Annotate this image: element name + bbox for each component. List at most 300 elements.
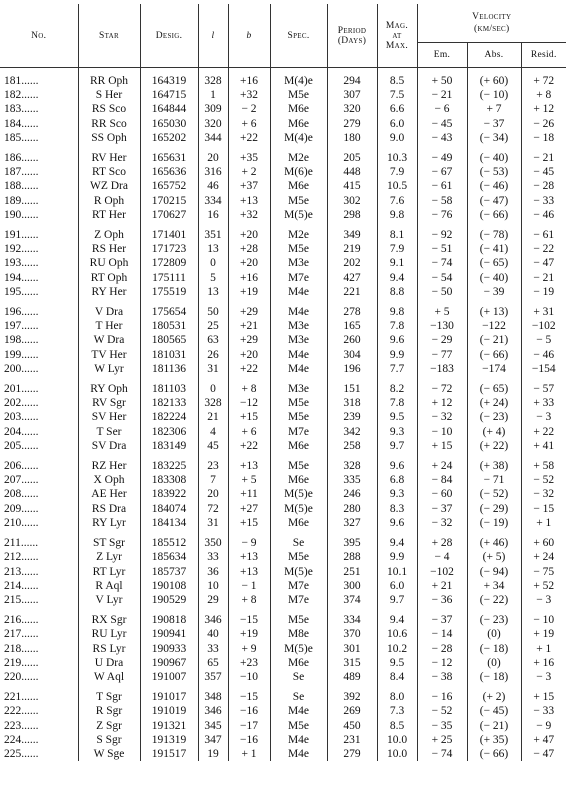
cell-desig: 183225 <box>140 453 198 473</box>
cell-abs: (− 65) <box>467 256 521 270</box>
cell-abs: (0) <box>467 627 521 641</box>
cell-abs: (− 34) <box>467 131 521 145</box>
table-row <box>0 333 566 347</box>
cell-period: 300 <box>327 579 377 593</box>
table-row <box>0 208 566 222</box>
cell-spec: M7e <box>270 593 327 607</box>
cell-star: RV Sgr <box>78 396 140 410</box>
cell-no: 183...... <box>4 103 39 116</box>
cell-b: −10 <box>228 670 270 684</box>
header-b-text: b <box>246 30 252 41</box>
cell-em: − 29 <box>417 333 467 347</box>
cell-desig: 190941 <box>140 627 198 641</box>
cell-l: 23 <box>198 453 228 473</box>
cell-desig: 171401 <box>140 222 198 242</box>
cell-resid: + 60 <box>521 530 566 550</box>
cell-star: RV Her <box>78 145 140 165</box>
table-row <box>0 179 566 193</box>
cell-spec: M6e <box>270 439 327 453</box>
cell-abs: −122 <box>467 319 521 333</box>
cell-resid: − 46 <box>521 208 566 222</box>
header-mag-line2: at <box>392 30 402 41</box>
cell-star: RT Her <box>78 208 140 222</box>
cell-no: 191...... <box>4 229 39 242</box>
cell-abs: (− 40) <box>467 271 521 285</box>
cell-desig: 182306 <box>140 425 198 439</box>
cell-abs: (− 78) <box>467 222 521 242</box>
cell-star: RT Lyr <box>78 565 140 579</box>
cell-b: +15 <box>228 410 270 424</box>
cell-mag: 10.0 <box>377 747 417 761</box>
cell-em: − 12 <box>417 656 467 670</box>
header-mag <box>377 4 417 68</box>
cell-abs: (+ 24) <box>467 396 521 410</box>
cell-star: RY Oph <box>78 376 140 396</box>
cell-period: 304 <box>327 348 377 362</box>
cell-star: RT Oph <box>78 271 140 285</box>
cell-period: 298 <box>327 208 377 222</box>
cell-desig: 175519 <box>140 285 198 299</box>
cell-abs: (− 66) <box>467 747 521 761</box>
cell-star: Z Sgr <box>78 719 140 733</box>
cell-desig: 190529 <box>140 593 198 607</box>
cell-l: 20 <box>198 145 228 165</box>
cell-mag: 9.7 <box>377 593 417 607</box>
cell-em: −130 <box>417 319 467 333</box>
cell-spec: M8e <box>270 627 327 641</box>
cell-mag: 7.8 <box>377 396 417 410</box>
table-row <box>0 516 566 530</box>
cell-spec: M(5)e <box>270 487 327 501</box>
cell-spec: M5e <box>270 410 327 424</box>
cell-l: 328 <box>198 68 228 89</box>
cell-abs: (+ 35) <box>467 733 521 747</box>
cell-l: 1 <box>198 88 228 102</box>
cell-desig: 170215 <box>140 194 198 208</box>
cell-b: +13 <box>228 194 270 208</box>
cell-abs: − 37 <box>467 117 521 131</box>
cell-desig: 181136 <box>140 362 198 376</box>
table-header <box>0 4 566 68</box>
cell-em: − 10 <box>417 425 467 439</box>
cell-resid: − 57 <box>521 376 566 396</box>
cell-desig: 185634 <box>140 550 198 564</box>
cell-l: 0 <box>198 376 228 396</box>
cell-desig: 190967 <box>140 656 198 670</box>
cell-star: W Dra <box>78 333 140 347</box>
cell-abs: + 34 <box>467 579 521 593</box>
cell-star: T Sgr <box>78 684 140 704</box>
cell-abs: (− 94) <box>467 565 521 579</box>
cell-star: R Oph <box>78 194 140 208</box>
cell-em: − 67 <box>417 165 467 179</box>
cell-resid: − 22 <box>521 242 566 256</box>
cell-period: 370 <box>327 627 377 641</box>
cell-star: R Aql <box>78 579 140 593</box>
cell-em: − 35 <box>417 719 467 733</box>
cell-l: 25 <box>198 319 228 333</box>
table-row <box>0 656 566 670</box>
cell-l: 344 <box>198 131 228 145</box>
cell-period: 278 <box>327 299 377 319</box>
cell-star: RT Sco <box>78 165 140 179</box>
cell-l: 33 <box>198 642 228 656</box>
cell-resid: − 3 <box>521 670 566 684</box>
cell-spec: Se <box>270 670 327 684</box>
cell-period: 269 <box>327 704 377 718</box>
cell-no: 187...... <box>4 166 39 179</box>
cell-spec: M7e <box>270 425 327 439</box>
cell-star: WZ Dra <box>78 179 140 193</box>
cell-no: 189...... <box>4 194 39 207</box>
cell-resid: + 47 <box>521 733 566 747</box>
cell-abs: (0) <box>467 656 521 670</box>
cell-em: − 54 <box>417 271 467 285</box>
cell-b: +37 <box>228 179 270 193</box>
cell-desig: 170627 <box>140 208 198 222</box>
table-row <box>0 319 566 333</box>
cell-period: 392 <box>327 684 377 704</box>
cell-resid: + 31 <box>521 299 566 319</box>
cell-desig: 190933 <box>140 642 198 656</box>
cell-l: 347 <box>198 733 228 747</box>
cell-desig: 190108 <box>140 579 198 593</box>
cell-period: 165 <box>327 319 377 333</box>
cell-resid: − 21 <box>521 271 566 285</box>
cell-mag: 6.8 <box>377 473 417 487</box>
cell-b: +29 <box>228 299 270 319</box>
cell-b: +13 <box>228 550 270 564</box>
cell-resid: −154 <box>521 362 566 376</box>
header-l <box>198 4 228 68</box>
cell-star: S Sgr <box>78 733 140 747</box>
cell-mag: 9.3 <box>377 425 417 439</box>
cell-mag: 6.6 <box>377 102 417 116</box>
header-resid: Resid. <box>521 43 566 68</box>
cell-mag: 10.5 <box>377 179 417 193</box>
cell-em: − 50 <box>417 285 467 299</box>
cell-period: 415 <box>327 179 377 193</box>
cell-desig: 191017 <box>140 684 198 704</box>
cell-mag: 7.9 <box>377 165 417 179</box>
cell-spec: M(6)e <box>270 165 327 179</box>
cell-spec: M6e <box>270 473 327 487</box>
cell-b: +32 <box>228 208 270 222</box>
header-desig: Desig. <box>140 4 198 68</box>
cell-mag: 7.6 <box>377 194 417 208</box>
cell-star: SS Oph <box>78 131 140 145</box>
cell-mag: 9.4 <box>377 271 417 285</box>
cell-resid: + 8 <box>521 88 566 102</box>
cell-abs: (− 10) <box>467 88 521 102</box>
cell-mag: 9.4 <box>377 607 417 627</box>
table-row <box>0 271 566 285</box>
cell-l: 45 <box>198 439 228 453</box>
cell-resid: + 24 <box>521 550 566 564</box>
cell-star: Z Oph <box>78 222 140 242</box>
cell-b: +16 <box>228 68 270 89</box>
cell-period: 307 <box>327 88 377 102</box>
cell-l: 320 <box>198 117 228 131</box>
cell-period: 320 <box>327 102 377 116</box>
cell-desig: 175111 <box>140 271 198 285</box>
cell-star: Z Lyr <box>78 550 140 564</box>
cell-abs: (− 19) <box>467 516 521 530</box>
cell-period: 258 <box>327 439 377 453</box>
header-velocity-line1: Velocity <box>472 12 512 22</box>
header-period-line1: Period <box>337 25 367 36</box>
cell-abs: (− 18) <box>467 670 521 684</box>
cell-mag: 8.1 <box>377 222 417 242</box>
cell-star: RU Oph <box>78 256 140 270</box>
cell-desig: 191007 <box>140 670 198 684</box>
cell-abs: − 39 <box>467 285 521 299</box>
cell-mag: 9.3 <box>377 487 417 501</box>
cell-resid: + 1 <box>521 516 566 530</box>
cell-mag: 9.4 <box>377 530 417 550</box>
table-row <box>0 299 566 319</box>
table-row <box>0 376 566 396</box>
cell-mag: 10.2 <box>377 642 417 656</box>
cell-l: 351 <box>198 222 228 242</box>
cell-resid: + 52 <box>521 579 566 593</box>
cell-mag: 10.1 <box>377 565 417 579</box>
header-no: No. <box>0 4 78 68</box>
cell-l: 334 <box>198 194 228 208</box>
cell-em: − 21 <box>417 88 467 102</box>
cell-spec: M4e <box>270 704 327 718</box>
header-em: Em. <box>417 43 467 68</box>
table-row <box>0 565 566 579</box>
table-row <box>0 747 566 761</box>
cell-no: 206...... <box>4 460 39 473</box>
cell-resid: − 19 <box>521 285 566 299</box>
cell-b: + 5 <box>228 473 270 487</box>
cell-resid: − 3 <box>521 410 566 424</box>
header-velocity-line2: (km/sec) <box>474 24 510 34</box>
cell-l: 346 <box>198 704 228 718</box>
cell-spec: M5e <box>270 242 327 256</box>
cell-em: − 84 <box>417 473 467 487</box>
cell-spec: M6e <box>270 656 327 670</box>
cell-spec: M6e <box>270 117 327 131</box>
cell-em: − 74 <box>417 256 467 270</box>
cell-no: 185...... <box>4 131 39 144</box>
cell-em: + 12 <box>417 396 467 410</box>
cell-period: 280 <box>327 502 377 516</box>
cell-em: − 74 <box>417 747 467 761</box>
cell-spec: M5e <box>270 607 327 627</box>
cell-em: − 28 <box>417 642 467 656</box>
cell-spec: M3e <box>270 256 327 270</box>
cell-abs: (+ 22) <box>467 439 521 453</box>
cell-no: 184...... <box>4 117 39 130</box>
cell-period: 196 <box>327 362 377 376</box>
cell-em: − 58 <box>417 194 467 208</box>
cell-mag: 9.7 <box>377 439 417 453</box>
cell-period: 374 <box>327 593 377 607</box>
cell-abs: + 7 <box>467 102 521 116</box>
cell-period: 302 <box>327 194 377 208</box>
cell-b: −17 <box>228 719 270 733</box>
cell-star: T Ser <box>78 425 140 439</box>
variable-star-table <box>0 4 566 761</box>
header-b <box>228 4 270 68</box>
cell-resid: − 33 <box>521 194 566 208</box>
cell-desig: 184134 <box>140 516 198 530</box>
cell-no: 199...... <box>4 348 39 361</box>
cell-resid: − 28 <box>521 179 566 193</box>
cell-b: +23 <box>228 656 270 670</box>
cell-resid: − 15 <box>521 502 566 516</box>
cell-no: 212...... <box>4 551 39 564</box>
cell-abs: (− 41) <box>467 242 521 256</box>
cell-abs: (− 66) <box>467 208 521 222</box>
table-row <box>0 670 566 684</box>
cell-em: − 14 <box>417 627 467 641</box>
cell-star: V Dra <box>78 299 140 319</box>
cell-abs: (− 22) <box>467 593 521 607</box>
cell-b: +27 <box>228 502 270 516</box>
cell-no: 196...... <box>4 306 39 319</box>
table-row <box>0 68 566 89</box>
cell-mag: 9.9 <box>377 348 417 362</box>
cell-em: − 32 <box>417 410 467 424</box>
cell-no: 207...... <box>4 474 39 487</box>
cell-mag: 7.7 <box>377 362 417 376</box>
cell-em: − 37 <box>417 502 467 516</box>
table-row <box>0 362 566 376</box>
cell-abs: (− 45) <box>467 704 521 718</box>
cell-b: + 8 <box>228 376 270 396</box>
cell-period: 334 <box>327 607 377 627</box>
cell-desig: 182133 <box>140 396 198 410</box>
table-row <box>0 704 566 718</box>
cell-star: W Sge <box>78 747 140 761</box>
cell-l: 46 <box>198 179 228 193</box>
cell-mag: 6.0 <box>377 579 417 593</box>
cell-desig: 190818 <box>140 607 198 627</box>
cell-em: −102 <box>417 565 467 579</box>
cell-b: −16 <box>228 704 270 718</box>
table-row <box>0 256 566 270</box>
cell-resid: − 5 <box>521 333 566 347</box>
cell-mag: 9.9 <box>377 550 417 564</box>
cell-no: 181...... <box>4 75 39 87</box>
table-row <box>0 425 566 439</box>
cell-mag: 9.1 <box>377 256 417 270</box>
cell-desig: 183149 <box>140 439 198 453</box>
cell-l: 63 <box>198 333 228 347</box>
cell-period: 279 <box>327 117 377 131</box>
cell-resid: − 52 <box>521 473 566 487</box>
cell-star: RS Her <box>78 242 140 256</box>
cell-em: − 51 <box>417 242 467 256</box>
cell-period: 327 <box>327 516 377 530</box>
cell-star: R Sgr <box>78 704 140 718</box>
cell-l: 29 <box>198 593 228 607</box>
cell-mag: 7.3 <box>377 704 417 718</box>
cell-mag: 7.9 <box>377 242 417 256</box>
table-body <box>0 68 566 762</box>
table-row <box>0 453 566 473</box>
cell-spec: M2e <box>270 145 327 165</box>
cell-l: 309 <box>198 102 228 116</box>
cell-no: 216...... <box>4 614 39 627</box>
cell-no: 204...... <box>4 425 39 438</box>
cell-l: 50 <box>198 299 228 319</box>
table-row <box>0 242 566 256</box>
cell-spec: M3e <box>270 319 327 333</box>
cell-abs: (− 23) <box>467 607 521 627</box>
cell-no: 209...... <box>4 502 39 515</box>
cell-mag: 6.0 <box>377 117 417 131</box>
cell-em: + 24 <box>417 453 467 473</box>
cell-desig: 171723 <box>140 242 198 256</box>
cell-b: +16 <box>228 271 270 285</box>
cell-em: − 45 <box>417 117 467 131</box>
cell-no: 188...... <box>4 180 39 193</box>
cell-star: RX Sgr <box>78 607 140 627</box>
cell-resid: − 75 <box>521 565 566 579</box>
cell-l: 345 <box>198 719 228 733</box>
cell-spec: M(5)e <box>270 208 327 222</box>
cell-desig: 181103 <box>140 376 198 396</box>
cell-em: −183 <box>417 362 467 376</box>
cell-abs: (+ 13) <box>467 299 521 319</box>
cell-period: 288 <box>327 550 377 564</box>
cell-em: − 60 <box>417 487 467 501</box>
cell-spec: M5e <box>270 719 327 733</box>
cell-em: − 43 <box>417 131 467 145</box>
cell-spec: M5e <box>270 194 327 208</box>
cell-l: 350 <box>198 530 228 550</box>
cell-no: 182...... <box>4 89 39 102</box>
cell-b: − 9 <box>228 530 270 550</box>
cell-l: 26 <box>198 348 228 362</box>
cell-mag: 9.6 <box>377 453 417 473</box>
cell-resid: + 41 <box>521 439 566 453</box>
header-period-line2: (Days) <box>337 35 367 46</box>
cell-no: 225...... <box>4 747 39 760</box>
cell-b: − 1 <box>228 579 270 593</box>
cell-em: − 76 <box>417 208 467 222</box>
cell-no: 211...... <box>4 537 39 550</box>
cell-desig: 165631 <box>140 145 198 165</box>
cell-mag: 8.3 <box>377 502 417 516</box>
header-period <box>327 4 377 68</box>
table-row <box>0 194 566 208</box>
cell-resid: − 61 <box>521 222 566 242</box>
cell-spec: M(4)e <box>270 68 327 89</box>
cell-mag: 8.0 <box>377 684 417 704</box>
cell-desig: 165030 <box>140 117 198 131</box>
table-row <box>0 439 566 453</box>
cell-no: 213...... <box>4 565 39 578</box>
cell-spec: M5e <box>270 396 327 410</box>
cell-b: + 9 <box>228 642 270 656</box>
cell-abs: (− 53) <box>467 165 521 179</box>
cell-l: 13 <box>198 285 228 299</box>
cell-resid: + 1 <box>521 642 566 656</box>
cell-b: + 2 <box>228 165 270 179</box>
cell-desig: 182224 <box>140 410 198 424</box>
cell-spec: M4e <box>270 747 327 761</box>
cell-no: 195...... <box>4 285 39 298</box>
cell-em: − 16 <box>417 684 467 704</box>
cell-resid: + 33 <box>521 396 566 410</box>
cell-l: 5 <box>198 271 228 285</box>
